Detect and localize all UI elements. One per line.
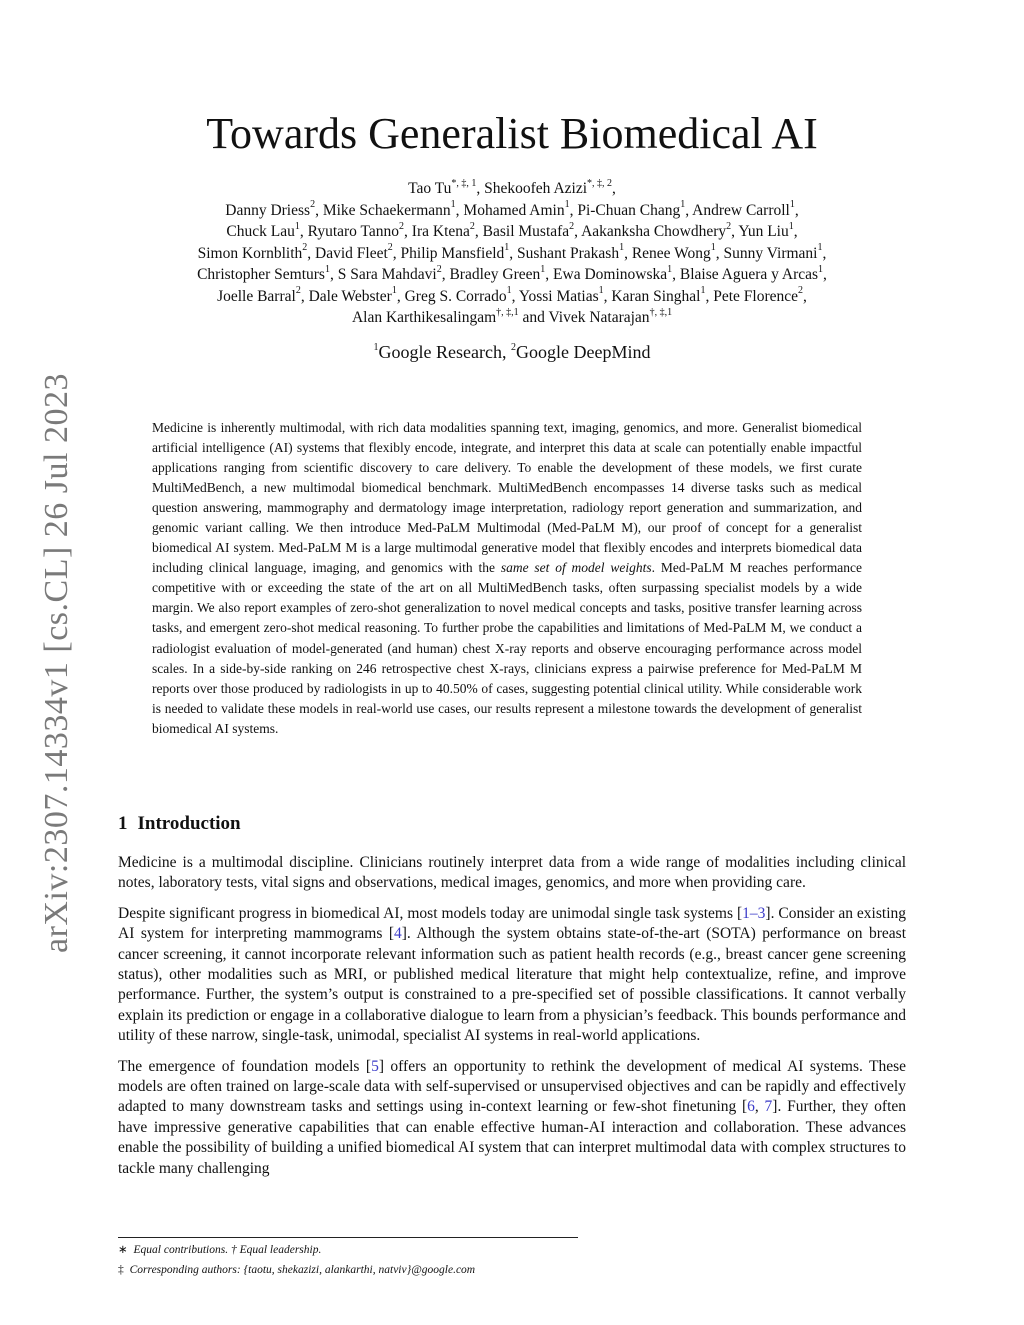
paragraph-2-text-a: Despite significant progress in biomedical AI, most models today are unimodal single task systems [ [118, 904, 743, 922]
author-separator: , [509, 244, 518, 262]
footnote-1-mark: ∗ [118, 1244, 128, 1256]
section-number: 1 [118, 813, 128, 834]
author-affiliation-mark: 1 [667, 263, 673, 275]
author-name: Ryutaro Tanno [307, 223, 400, 240]
affiliation-google-deepmind: Google DeepMind [515, 342, 651, 362]
author-name: Pi-Chuan Chang [577, 201, 681, 219]
author-separator: , [569, 201, 578, 219]
author-line [0, 178, 1024, 200]
section-heading-introduction [118, 813, 241, 835]
author-name: Joelle Barral [217, 287, 296, 305]
footnote-divider [118, 1237, 578, 1238]
author-affiliation-mark: 1 [450, 199, 456, 211]
author-name: Alan Karthikesalingam [351, 309, 497, 326]
author-separator: , [715, 244, 724, 262]
author-name: Pete Florence [713, 287, 799, 305]
abstract-text-part-1: Medicine is inherently multimodal, with rich data modalities spanning text, imaging, genomics, and more. Generalist biomedical artificial intelligence (AI) systems that flexibly encode, integrate, and interpret this data at scale can potentially enable impactful applications ranging from scientific discovery to care delivery. To enable the development of these models, we first curate MultiMedBench, a new multimodal biomedical benchmark. MultiMedBench encompasses 14 diverse tasks such as medical question answering, mammography and dermatology image interpretation, radiology report generation and summarization, and genomic variant calling. We then introduce Med-PaLM Multimodal (Med-PaLM M), our proof of concept for a generalist biomedical AI system. Med-PaLM M is a large multimodal generative model that flexibly encodes and interprets biomedical data including clinical language, imaging, and genomics with the [152, 420, 862, 576]
author-separator: , [685, 201, 693, 219]
author-separator: and [518, 309, 549, 326]
author-affiliation-mark: 2 [302, 242, 308, 254]
section-title: Introduction [137, 813, 241, 834]
footnotes [118, 1240, 906, 1280]
citation-link-5[interactable]: 5 [371, 1057, 379, 1075]
author-name: David Fleet [315, 244, 388, 262]
author-name: Basil Mustafa [482, 223, 570, 240]
citation-link-1-3[interactable]: 1–3 [742, 904, 766, 922]
author-name: Yossi Matias [518, 287, 599, 305]
paragraph-3-text-c: ]. Further, they often have impressive generative capabilities that can enable effective human-AI interaction and collaboration. These advances enable the possibility of building a unified biomedical AI system that can interpret multimodal data with complex structures to tackle many challenging [118, 1098, 906, 1177]
author-name: Sushant Prakash [517, 244, 620, 262]
paragraph-3-text-b: ] offers an opportunity to rethink the development of medical AI systems. These models are often trained on large-scale data with self-supervised or unsupervised objectives and can be rapidly and effectively adapted to many downstream tasks and settings using in-context learning or few-shot finetuning [ [118, 1057, 907, 1116]
author-affiliation-mark: 1 [598, 285, 604, 297]
author-name: Philip Mansfield [400, 244, 505, 262]
author-name: Christopher Semturs [197, 266, 325, 283]
author-list [0, 178, 1024, 329]
author-separator: , [455, 201, 464, 219]
author-name: Bradley Green [449, 266, 541, 283]
author-affiliation-mark: 1 [680, 199, 686, 211]
footnote-2 [118, 1260, 906, 1280]
author-affiliation-mark: 2 [295, 285, 301, 297]
author-name: Sunny Virmani [723, 244, 818, 262]
author-affiliation-mark: †, ‡,1 [649, 306, 673, 318]
author-affiliation-mark: 1 [789, 199, 795, 211]
affiliation-mark-2: 2 [510, 342, 516, 353]
author-separator: , [392, 244, 401, 262]
author-separator: , [612, 180, 616, 197]
author-separator: , [793, 223, 798, 240]
author-separator: , [329, 266, 338, 283]
affiliations [0, 342, 1024, 363]
author-affiliation-mark: 2 [798, 285, 804, 297]
author-affiliation-mark: *, ‡, 1 [451, 177, 477, 189]
paper-title: Towards Generalist Biomedical AI [206, 109, 818, 158]
author-affiliation-mark: *, ‡, 2 [587, 177, 613, 189]
author-affiliation-mark: 2 [726, 220, 732, 232]
author-name: Ewa Dominowska [553, 266, 668, 283]
author-affiliation-mark: 1 [506, 285, 512, 297]
author-line [0, 200, 1024, 222]
citation-link-6[interactable]: 6 [747, 1098, 755, 1116]
author-name: Simon Kornblith [197, 244, 303, 262]
citation-separator: , [754, 1098, 765, 1116]
author-separator: , [404, 223, 412, 240]
author-separator: , [300, 287, 309, 305]
affiliation-separator: , [501, 342, 511, 362]
author-separator: , [672, 266, 680, 283]
citation-link-4[interactable]: 4 [394, 925, 402, 943]
author-affiliation-mark: 1 [788, 220, 794, 232]
author-affiliation-mark: 1 [391, 285, 397, 297]
author-separator: , [441, 266, 450, 283]
abstract-text-part-2: . Med-PaLM M reaches performance competitive with or exceeding the state of the art on all MultiMedBench tasks, often surpassing specialist models by a wide margin. We also report examples of zero-shot generalization to novel medical concepts and tasks, positive transfer learning across tasks, and emergent zero-shot medical reasoning. To further probe the capabilities and limitations of Med-PaLM M, we conduct a radiologist evaluation of model-generated (and human) chest X-ray reports and observe encouraging performance across model scales. In a side-by-side ranking on 246 retrospective chest X-rays, clinicians express a pairwise preference for Med-PaLM M reports over those produced by radiologists in up to 40.50% of cases, suggesting potential clinical utility. While considerable work is needed to validate these models in real-world use cases, our results represent a milestone towards the development of generalist biomedical AI systems. [152, 560, 862, 736]
citation-link-7[interactable]: 7 [764, 1098, 773, 1116]
author-separator: , [624, 244, 632, 262]
paragraph-3 [118, 1057, 906, 1179]
author-line [0, 307, 1024, 329]
author-separator: , [315, 201, 323, 219]
author-name: Dale Webster [308, 287, 392, 305]
author-separator: , [476, 180, 485, 197]
author-name: Aakanksha Chowdhery [581, 223, 727, 240]
footnote-2-text: Corresponding authors: {taotu, shekazizi, alankarthi, natviv}@google.com [129, 1264, 476, 1276]
author-name: Renee Wong [631, 244, 711, 262]
author-separator: , [474, 223, 483, 240]
author-line [0, 286, 1024, 308]
author-separator: , [731, 223, 739, 240]
paragraph-2-text-b: ]. Consider an existing AI system for interpreting mammograms [ [118, 904, 907, 943]
author-affiliation-mark: 1 [710, 242, 716, 254]
affiliation-google-research: Google Research [378, 342, 502, 362]
author-separator: , [794, 201, 799, 219]
author-name: Chuck Lau [226, 223, 295, 240]
author-affiliation-mark: 1 [700, 285, 706, 297]
introduction-body [118, 853, 906, 1189]
abstract-emphasis: same set of model weights [500, 560, 652, 576]
author-name: Tao Tu [408, 180, 452, 197]
author-separator: , [545, 266, 554, 283]
author-separator: , [822, 244, 827, 262]
author-affiliation-mark: 2 [436, 263, 442, 275]
author-name: Danny Driess [225, 201, 311, 219]
author-name: Karan Singhal [611, 287, 701, 305]
author-name: Shekoofeh Azizi [484, 180, 588, 197]
footnote-1 [118, 1240, 906, 1260]
author-separator: , [823, 266, 827, 283]
author-name: Yun Liu [738, 223, 789, 240]
author-name: S Sara Mahdavi [337, 266, 437, 283]
author-name: Mohamed Amin [463, 201, 565, 219]
author-affiliation-mark: 2 [310, 199, 316, 211]
affiliation-mark-1: 1 [373, 342, 379, 353]
author-name: Greg S. Corrado [404, 287, 507, 305]
author-separator: , [307, 244, 316, 262]
author-affiliation-mark: 1 [294, 220, 300, 232]
author-line [0, 221, 1024, 243]
author-line [0, 243, 1024, 265]
author-separator: , [603, 287, 612, 305]
author-line [0, 264, 1024, 286]
abstract [152, 418, 862, 739]
author-separator: , [574, 223, 582, 240]
footnote-2-mark: ‡ [118, 1264, 124, 1276]
author-separator: , [803, 287, 807, 305]
paragraph-1: Medicine is a multimodal discipline. Clinicians routinely interpret data from a wide range of modalities including clinical notes, laboratory tests, vital signs and observations, medical images, genomics, and more when providing care. [118, 854, 906, 892]
author-affiliation-mark: 2 [469, 220, 475, 232]
author-name: Mike Schaekermann [322, 201, 451, 219]
arxiv-identifier-stamp: arXiv:2307.14334v1 [cs.CL] 26 Jul 2023 [38, 373, 75, 953]
author-affiliation-mark: †, ‡,1 [496, 306, 519, 318]
author-affiliation-mark: 2 [569, 220, 575, 232]
author-affiliation-mark: 1 [504, 242, 510, 254]
author-name: Ira Ktena [411, 223, 470, 240]
author-separator: , [705, 287, 714, 305]
author-affiliation-mark: 1 [564, 199, 570, 211]
paragraph-3-text-a: The emergence of foundation models [ [118, 1057, 372, 1075]
author-affiliation-mark: 1 [324, 263, 330, 275]
author-affiliation-mark: 1 [818, 263, 824, 275]
author-separator: , [299, 223, 308, 240]
author-separator: , [511, 287, 519, 305]
author-separator: , [396, 287, 405, 305]
author-name: Andrew Carroll [692, 201, 790, 219]
author-name: Vivek Natarajan [548, 309, 650, 326]
paragraph-2-text-c: ]. Although the system obtains state-of-the-art (SOTA) performance on breast cancer screening, it cannot incorporate relevant information such as patient health records (e.g., breast cancer gene screening status), other modalities such as MRI, or published medical literature that might help contextualize, refine, and improve performance. Further, the system’s output is constrained to a pre-specified set of possible classifications. It cannot verbally explain its prediction or engage in a collaborative dialogue to learn from a physician’s feedback. This bounds performance and utility of these narrow, single-task, unimodal, specialist AI systems in real-world applications. [118, 925, 907, 1045]
author-affiliation-mark: 1 [619, 242, 625, 254]
author-name: Blaise Aguera y Arcas [679, 266, 819, 283]
author-affiliation-mark: 1 [540, 263, 546, 275]
author-affiliation-mark: 2 [387, 242, 393, 254]
footnote-1-text: Equal contributions. † Equal leadership. [133, 1244, 322, 1256]
author-affiliation-mark: 1 [817, 242, 823, 254]
paragraph-2 [118, 904, 906, 1047]
author-affiliation-mark: 2 [399, 220, 405, 232]
